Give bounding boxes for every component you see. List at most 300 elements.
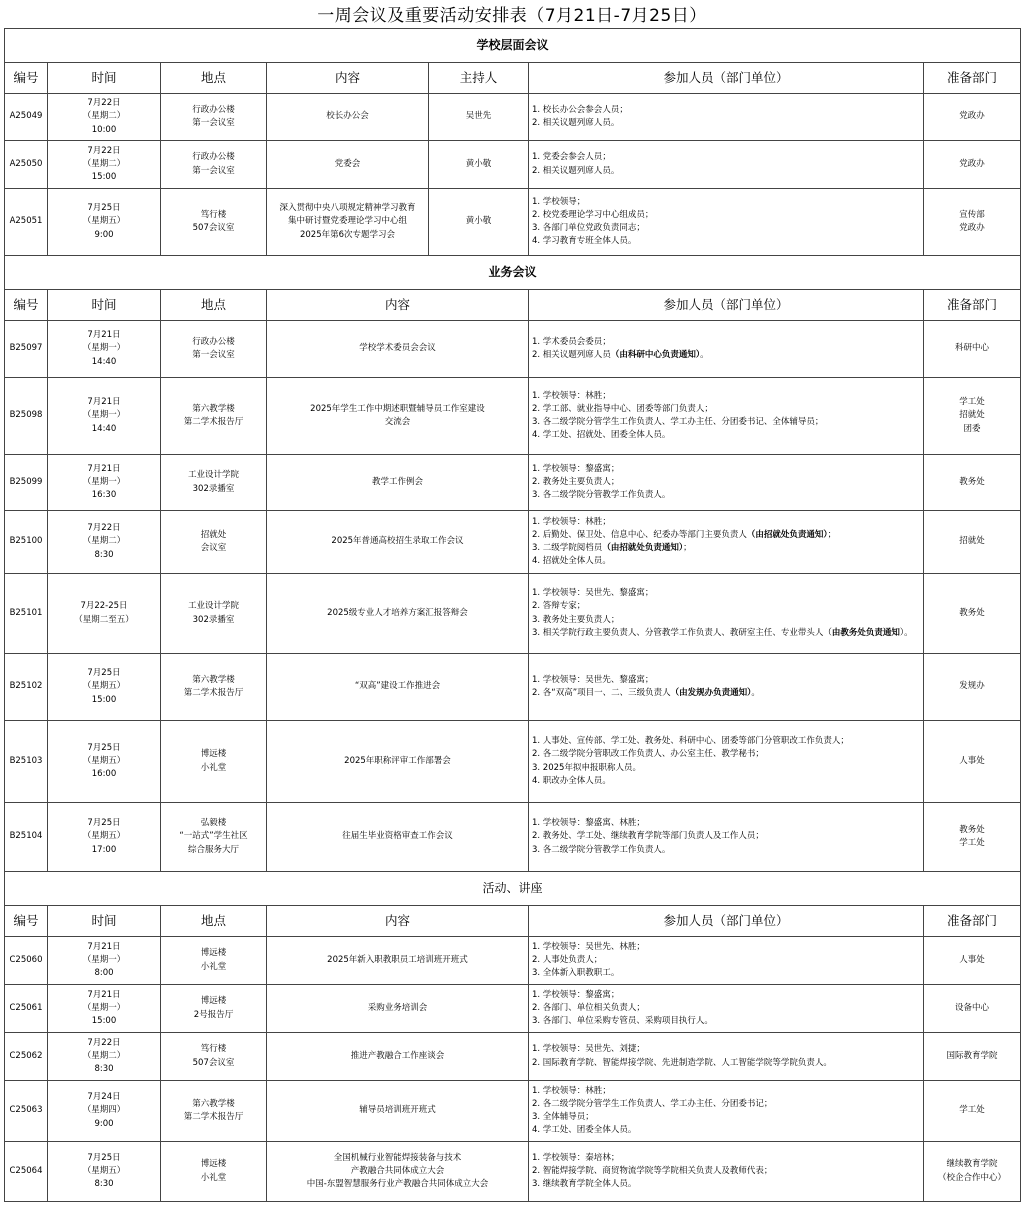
- dept-line: 团委: [963, 423, 981, 434]
- row-id: B25102: [5, 654, 48, 721]
- attendee-line: 2. 人事处负责人；: [532, 954, 603, 965]
- row-place: [161, 985, 267, 1033]
- row-content: [267, 803, 529, 872]
- dept-line: 发规办: [959, 681, 985, 692]
- attendee-line: 3. 各二级学院分管教学工作负责人。: [532, 490, 671, 501]
- section-title: 业务会议: [5, 256, 1021, 290]
- table-row: [5, 803, 1021, 872]
- table-row: [5, 94, 1021, 141]
- row-place: [161, 721, 267, 803]
- time-line: （星期二）: [82, 158, 126, 169]
- table-row: [5, 141, 1021, 189]
- content-line: 2025年职称评审工作部署会: [344, 755, 451, 766]
- section-row: [5, 29, 1021, 63]
- time-line: 16:00: [91, 769, 117, 780]
- row-id: B25099: [5, 455, 48, 511]
- attendee-line: 2. 教务处、学工处、继续教育学院等部门负责人及工作人员；: [532, 831, 764, 842]
- time-line: 7月25日: [87, 203, 121, 214]
- time-line: 8:00: [94, 968, 114, 979]
- time-line: （星期二）: [82, 1050, 126, 1061]
- row-time: [48, 141, 161, 189]
- attendee-line: 2. 学工部、就业指导中心、团委等部门负责人；: [532, 403, 713, 414]
- time-line: 7月21日: [87, 941, 121, 952]
- time-line: 7月24日: [87, 1092, 121, 1103]
- column-header: 参加人员（部门单位）: [529, 906, 924, 937]
- time-line: （星期一）: [82, 410, 126, 421]
- row-dept: [924, 141, 1021, 189]
- table-row: [5, 937, 1021, 985]
- place-line: “一站式”学生社区: [179, 831, 248, 842]
- content-line: 往届生毕业资格审查工作会议: [342, 831, 453, 842]
- row-dept: [924, 321, 1021, 378]
- place-line: 302录播室: [192, 614, 235, 625]
- attendee-line: 1. 学校领导：黎盛寓、林胜；: [532, 818, 645, 829]
- row-content: [267, 378, 529, 455]
- column-header: 时间: [48, 906, 161, 937]
- attendee-line: 1. 学校领导：吴世先、林胜；: [532, 941, 645, 952]
- attendee-line: 4. 招就处全体人员。: [532, 556, 611, 567]
- column-header: 内容: [267, 63, 429, 94]
- attendee-line: 1. 学术委员会委员；: [532, 336, 611, 347]
- time-line: 8:30: [94, 1179, 114, 1190]
- attendee-line: 3. 继续教育学院全体人员。: [532, 1179, 637, 1190]
- time-line: 10:00: [91, 124, 117, 135]
- header-row: [5, 63, 1021, 94]
- table-row: [5, 321, 1021, 378]
- content-line: 产教融合共同体成立大会: [350, 1165, 445, 1176]
- time-line: 7月22日: [87, 98, 121, 109]
- attendee-line: 1. 学校领导：吴世先、刘捷；: [532, 1044, 645, 1055]
- row-place: [161, 937, 267, 985]
- content-line: 中国-东盟智慧服务行业产教融合共同体成立大会: [306, 1179, 489, 1190]
- place-line: 笃行楼: [200, 1044, 227, 1055]
- attendee-line: 3. 各部门、单位采购专管员、采购项目执行人。: [532, 1016, 713, 1027]
- time-line: 7月22-25日: [80, 601, 128, 612]
- column-header: 地点: [161, 290, 267, 321]
- row-place: [161, 455, 267, 511]
- row-time: [48, 378, 161, 455]
- row-content: [267, 721, 529, 803]
- time-line: 7月22日: [87, 1037, 121, 1048]
- time-line: 7月21日: [87, 330, 121, 341]
- row-time: [48, 189, 161, 256]
- section-title: 活动、讲座: [5, 872, 1021, 906]
- header-row: [5, 290, 1021, 321]
- time-line: 7月22日: [87, 145, 121, 156]
- row-place: [161, 654, 267, 721]
- table-row: [5, 1033, 1021, 1081]
- row-id: C25062: [5, 1033, 48, 1081]
- row-attendees: [529, 654, 924, 721]
- content-line: 校长办公会: [326, 111, 369, 122]
- time-line: 8:30: [94, 549, 114, 560]
- attendee-line: 2. 相关议题列席人员（由科研中心负责通知）。: [532, 350, 709, 360]
- row-time: [48, 803, 161, 872]
- time-line: （星期五）: [82, 216, 126, 227]
- place-line: 行政办公楼: [192, 104, 235, 115]
- dept-line: 人事处: [959, 954, 985, 965]
- attendee-line: 1. 学校领导：秦培林；: [532, 1152, 620, 1163]
- content-line: 推进产教融合工作座谈会: [350, 1050, 445, 1061]
- place-line: 博远楼: [200, 948, 227, 959]
- attendee-line: 2. 各二级学院分管职改工作负责人、办公室主任、教学秘书；: [532, 749, 764, 760]
- content-line: 2025年新入职教职员工培训班开班式: [327, 954, 468, 965]
- attendee-line: 3. 相关学院行政主要负责人、分管教学工作负责人、教研室主任、专业带头人（由教务处负责通知）。: [532, 627, 913, 638]
- notice-note: （由科研中心负责通知）: [610, 350, 701, 360]
- table-row: [5, 511, 1021, 574]
- dept-line: 招就处: [959, 410, 985, 421]
- row-time: [48, 1081, 161, 1142]
- row-time: [48, 511, 161, 574]
- row-time: [48, 937, 161, 985]
- time-line: 7月25日: [87, 1152, 121, 1163]
- row-place: [161, 189, 267, 256]
- row-attendees: [529, 321, 924, 378]
- row-id: C25060: [5, 937, 48, 985]
- attendee-line: 3. 各部门单位党政负责同志；: [532, 223, 645, 233]
- row-dept: [924, 803, 1021, 872]
- attendee-line: 1. 学校领导：林胜；: [532, 516, 611, 527]
- time-line: （星期五）: [82, 1165, 126, 1176]
- row-id: B25100: [5, 511, 48, 574]
- attendee-line: 1. 学校领导：林胜；: [532, 1085, 611, 1096]
- page-title: 一周会议及重要活动安排表（7月21日-7月25日）: [317, 6, 707, 26]
- place-line: 招就处: [200, 529, 227, 540]
- content-line: 学校学术委员会会议: [359, 343, 436, 354]
- time-line: 7月25日: [87, 818, 121, 829]
- row-content: [267, 141, 429, 189]
- place-line: 行政办公楼: [192, 336, 235, 347]
- attendee-line: 2. 各“双高”项目一、二、三级负责人（由发规办负责通知）。: [532, 688, 760, 698]
- row-place: [161, 1033, 267, 1081]
- row-dept: [924, 574, 1021, 654]
- column-header: 参加人员（部门单位）: [529, 63, 924, 94]
- row-dept: [924, 1033, 1021, 1081]
- place-line: 小礼堂: [200, 1172, 227, 1183]
- place-line: 第六教学楼: [192, 1098, 235, 1109]
- place-line: 302录播室: [192, 483, 235, 494]
- dept-line: 设备中心: [955, 1002, 990, 1013]
- attendee-line: 2. 校党委理论学习中心组成员；: [532, 209, 654, 220]
- time-line: （星期二）: [82, 111, 126, 122]
- place-line: 小礼堂: [200, 961, 227, 972]
- attendee-line: 4. 学习教育专班全体人员。: [532, 236, 637, 247]
- place-line: 工业设计学院: [187, 470, 239, 481]
- row-place: [161, 1142, 267, 1202]
- time-line: 7月21日: [87, 463, 121, 474]
- table-row: [5, 721, 1021, 803]
- attendee-line: 2. 各部门、单位相关负责人；: [532, 1002, 645, 1013]
- place-line: 博远楼: [200, 1159, 227, 1170]
- content-line: 全国机械行业智能焊接装备与技术: [333, 1152, 462, 1163]
- content-line: 2025级专业人才培养方案汇报答辩会: [327, 607, 468, 618]
- time-line: 7月21日: [87, 397, 121, 408]
- row-id: A25050: [5, 141, 48, 189]
- row-content: [267, 189, 429, 256]
- dept-line: 党政办: [959, 111, 985, 122]
- row-attendees: [529, 1142, 924, 1202]
- content-line: 党委会: [334, 158, 361, 169]
- row-place: [161, 94, 267, 141]
- table-row: [5, 1142, 1021, 1202]
- attendee-line: 2. 国际教育学院、智能焊接学院、先进制造学院、人工智能学院等学院负责人。: [532, 1057, 832, 1068]
- column-header: 参加人员（部门单位）: [529, 290, 924, 321]
- attendee-line: 4. 职改办全体人员。: [532, 775, 611, 786]
- dept-line: 人事处: [959, 755, 985, 766]
- row-place: [161, 511, 267, 574]
- attendee-line: 2. 相关议题列席人员。: [532, 118, 620, 128]
- dept-line: 党政办: [959, 158, 985, 169]
- row-content: [267, 1081, 529, 1142]
- row-place: [161, 378, 267, 455]
- attendee-line: 1. 学校领导：黎盛寓；: [532, 989, 620, 1000]
- attendee-line: 1. 校长办公会参会人员；: [532, 104, 628, 115]
- notice-note: （由招就处负责通知）: [746, 529, 828, 540]
- column-header: 地点: [161, 63, 267, 94]
- row-content: [267, 574, 529, 654]
- attendee-line: 1. 学校领导：吴世先、黎盛寓；: [532, 588, 654, 599]
- table-row: [5, 189, 1021, 256]
- schedule-table: [4, 28, 1021, 1202]
- column-header: 编号: [5, 63, 48, 94]
- content-line: 2025年学生工作中期述职暨辅导员工作室建设: [310, 403, 485, 414]
- content-line: “双高”建设工作推进会: [354, 681, 441, 692]
- place-line: 工业设计学院: [187, 601, 239, 612]
- time-line: 7月21日: [87, 989, 121, 1000]
- dept-line: 学工处: [959, 838, 985, 848]
- row-id: B25098: [5, 378, 48, 455]
- table-row: [5, 654, 1021, 721]
- time-line: （星期四）: [82, 1105, 126, 1116]
- row-id: A25051: [5, 189, 48, 256]
- row-id: B25101: [5, 574, 48, 654]
- row-attendees: [529, 378, 924, 455]
- attendee-line: 1. 学校领导：黎盛寓；: [532, 463, 620, 474]
- dept-line: 学工处: [959, 397, 985, 408]
- section-row: [5, 872, 1021, 906]
- content-line: 2025年第6次专题学习会: [299, 229, 396, 240]
- row-id: C25061: [5, 985, 48, 1033]
- row-attendees: [529, 455, 924, 511]
- time-line: 7月25日: [87, 742, 121, 753]
- row-content: [267, 511, 529, 574]
- place-line: 行政办公楼: [192, 152, 235, 163]
- table-row: [5, 378, 1021, 455]
- time-line: 16:30: [91, 490, 117, 501]
- table-row: [5, 985, 1021, 1033]
- attendee-line: 3. 各二级学院分管学生工作负责人、学工办主任、分团委书记、全体辅导员；: [532, 417, 824, 427]
- dept-line: 科研中心: [955, 343, 990, 354]
- attendee-line: 4. 学工处、招就处、团委全体人员。: [532, 430, 671, 441]
- table-row: [5, 455, 1021, 511]
- place-line: 弘毅楼: [200, 818, 227, 829]
- time-line: （星期五）: [82, 755, 126, 766]
- row-dept: [924, 654, 1021, 721]
- row-attendees: [529, 141, 924, 189]
- row-id: C25063: [5, 1081, 48, 1142]
- row-content: [267, 94, 429, 141]
- row-content: [267, 654, 529, 721]
- row-dept: [924, 1081, 1021, 1142]
- row-attendees: [529, 985, 924, 1033]
- attendee-line: 1. 党委会参会人员；: [532, 152, 611, 163]
- time-line: （星期一）: [82, 343, 126, 354]
- row-content: [267, 985, 529, 1033]
- row-dept: [924, 455, 1021, 511]
- row-place: [161, 574, 267, 654]
- place-line: 会议室: [200, 543, 227, 553]
- column-header: 编号: [5, 290, 48, 321]
- dept-line: 教务处: [959, 607, 985, 618]
- place-line: 第一会议室: [192, 165, 235, 176]
- time-line: （星期一）: [82, 954, 126, 965]
- attendee-line: 2. 智能焊接学院、商贸物流学院等学院相关负责人及教师代表；: [532, 1165, 773, 1176]
- row-time: [48, 574, 161, 654]
- row-id: A25049: [5, 94, 48, 141]
- place-line: 507会议室: [192, 1057, 235, 1068]
- dept-line: 教务处: [959, 476, 985, 487]
- time-line: 8:30: [94, 1064, 114, 1075]
- attendee-line: 4. 学工处、团委全体人员。: [532, 1125, 637, 1136]
- attendee-line: 3. 2025年拟申报职称人员。: [532, 762, 641, 773]
- header-row: [5, 906, 1021, 937]
- attendee-line: 1. 学校领导；: [532, 196, 586, 207]
- row-dept: [924, 1142, 1021, 1202]
- place-line: 第六教学楼: [192, 674, 235, 685]
- row-time: [48, 455, 161, 511]
- row-attendees: [529, 721, 924, 803]
- column-header: 准备部门: [924, 290, 1021, 321]
- time-line: 15:00: [91, 1016, 117, 1027]
- row-content: [267, 321, 529, 378]
- content-line: 深入贯彻中央八项规定精神学习教育: [279, 203, 416, 214]
- row-host: 黄小敬: [429, 189, 529, 256]
- place-line: 博远楼: [200, 996, 227, 1007]
- attendee-line: 3. 全体辅导员；: [532, 1112, 594, 1122]
- column-header: 内容: [267, 906, 529, 937]
- row-time: [48, 321, 161, 378]
- attendee-line: 3. 全体新入职教职工。: [532, 968, 620, 979]
- notice-note: （由招就处负责通知）: [602, 543, 684, 553]
- row-id: B25103: [5, 721, 48, 803]
- place-line: 第二学术报告厅: [183, 1112, 244, 1122]
- attendee-line: 3. 教务处主要负责人；: [532, 614, 620, 625]
- time-line: 9:00: [94, 229, 114, 240]
- row-id: B25104: [5, 803, 48, 872]
- dept-line: 继续教育学院: [946, 1159, 998, 1170]
- dept-line: 教务处: [959, 824, 985, 835]
- row-id: B25097: [5, 321, 48, 378]
- row-content: [267, 455, 529, 511]
- time-line: 17:00: [91, 844, 117, 855]
- row-host: 黄小敬: [429, 141, 529, 189]
- table-row: [5, 574, 1021, 654]
- time-line: 14:40: [91, 356, 117, 367]
- time-line: （星期二）: [82, 536, 126, 547]
- row-dept: [924, 721, 1021, 803]
- row-id: C25064: [5, 1142, 48, 1202]
- column-header: 主持人: [429, 63, 529, 94]
- time-line: （星期五）: [82, 831, 126, 842]
- place-line: 第二学术报告厅: [183, 417, 244, 427]
- row-content: [267, 1033, 529, 1081]
- place-line: 综合服务大厅: [187, 844, 239, 855]
- row-attendees: [529, 574, 924, 654]
- dept-line: （校企合作中心）: [938, 1172, 1007, 1183]
- attendee-line: 1. 学校领导：吴世先、黎盛寓；: [532, 674, 654, 685]
- attendee-line: 1. 学校领导：林胜；: [532, 390, 611, 401]
- place-line: 小礼堂: [200, 762, 227, 773]
- row-content: [267, 937, 529, 985]
- notice-note: （由发规办负责通知）: [670, 688, 752, 698]
- row-time: [48, 654, 161, 721]
- row-content: [267, 1142, 529, 1202]
- attendee-line: 1. 人事处、宣传部、学工处、教务处、科研中心、团委等部门分管职改工作负责人；: [532, 736, 849, 747]
- time-line: （星期五）: [82, 681, 126, 692]
- column-header: 准备部门: [924, 63, 1021, 94]
- content-line: 交流会: [384, 417, 411, 427]
- row-attendees: [529, 511, 924, 574]
- time-line: 14:40: [91, 423, 117, 434]
- row-place: [161, 1081, 267, 1142]
- column-header: 内容: [267, 290, 529, 321]
- row-time: [48, 94, 161, 141]
- row-dept: [924, 985, 1021, 1033]
- row-time: [48, 1142, 161, 1202]
- attendee-line: 2. 相关议题列席人员。: [532, 165, 620, 176]
- row-time: [48, 1033, 161, 1081]
- content-line: 采购业务培训会: [367, 1002, 428, 1013]
- place-line: 2号报告厅: [193, 1009, 234, 1020]
- time-line: 7月25日: [87, 668, 121, 679]
- attendee-line: 3. 二级学院阅档员（由招就处负责通知）；: [532, 543, 692, 553]
- row-place: [161, 321, 267, 378]
- row-time: [48, 721, 161, 803]
- time-line: 15:00: [91, 172, 117, 183]
- attendee-line: 3. 各二级学院分管教学工作负责人。: [532, 844, 671, 855]
- content-line: 辅导员培训班开班式: [359, 1105, 436, 1116]
- row-dept: [924, 378, 1021, 455]
- column-header: 时间: [48, 63, 161, 94]
- row-time: [48, 985, 161, 1033]
- attendee-line: 2. 教务处主要负责人；: [532, 476, 620, 487]
- place-line: 507会议室: [192, 223, 235, 233]
- row-dept: [924, 937, 1021, 985]
- time-line: （星期一）: [82, 1002, 126, 1013]
- row-attendees: [529, 1033, 924, 1081]
- dept-line: 招就处: [959, 536, 985, 547]
- notice-note: 由教务处负责通知: [831, 627, 900, 638]
- dept-line: 宣传部: [959, 209, 985, 220]
- time-line: 7月22日: [87, 523, 121, 534]
- row-attendees: [529, 1081, 924, 1142]
- place-line: 第一会议室: [192, 350, 235, 360]
- dept-line: 党政办: [959, 223, 985, 233]
- row-place: [161, 803, 267, 872]
- time-line: （星期一）: [82, 476, 126, 487]
- attendee-line: 2. 后勤处、保卫处、信息中心、纪委办等部门主要负责人（由招就处负责通知）；: [532, 529, 837, 540]
- content-line: 集中研讨暨党委理论学习中心组: [287, 216, 407, 227]
- schedule-body: [5, 29, 1021, 1202]
- attendee-line: 2. 各二级学院分管学生工作负责人、学工办主任、分团委书记；: [532, 1098, 773, 1109]
- content-line: 2025年普通高校招生录取工作会议: [331, 536, 464, 547]
- content-line: 教学工作例会: [371, 476, 423, 487]
- dept-line: 国际教育学院: [946, 1050, 998, 1061]
- place-line: 第一会议室: [192, 118, 235, 128]
- dept-line: 学工处: [959, 1105, 985, 1116]
- row-attendees: [529, 937, 924, 985]
- section-row: [5, 256, 1021, 290]
